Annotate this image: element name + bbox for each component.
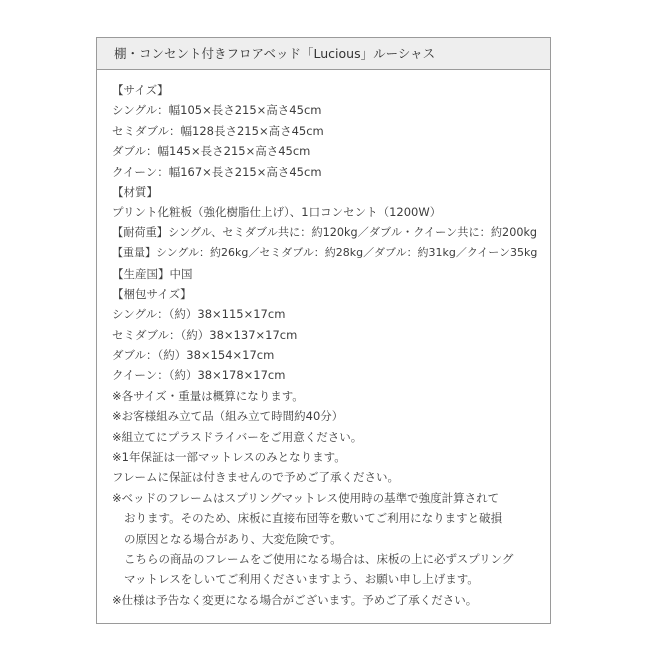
spec-line: 【サイズ】 [112, 83, 169, 97]
spec-line: ※組立てにプラスドライバーをご用意ください。 [112, 429, 363, 444]
spec-line: ※ベッドのフレームはスプリングマットレス使用時の基準で強度計算されて [112, 490, 500, 505]
spec-line: ダブル：幅145×長さ215×高さ45cm [112, 144, 311, 159]
spec-line: シングル：幅105×長さ215×高さ45cm [112, 103, 322, 118]
spec-line: ダブル：（約）38×154×17cm [112, 348, 275, 363]
product-title: 棚・コンセント付きフロアベッド「Lucious」ルーシャス [114, 46, 436, 61]
spec-line: 【生産国】中国 [112, 266, 193, 281]
spec-line: クイーン：（約）38×178×17cm [112, 368, 286, 383]
spec-line: ※1年保証は一部マットレスのみとなります。 [112, 450, 346, 465]
spec-line: シングル：（約）38×115×17cm [112, 307, 286, 322]
spec-line: 【耐荷重】シングル、セミダブル共に：約120kg／ダブル・クイーン共に：約200kg [112, 225, 538, 239]
spec-line: セミダブル：幅128長さ215×高さ45cm [112, 123, 324, 138]
card-header [97, 38, 550, 70]
spec-list [112, 80, 546, 610]
spec-line: セミダブル：（約）38×137×17cm [112, 327, 298, 342]
spec-line: こちらの商品のフレームをご使用になる場合は、床板の上に必ずスプリング [124, 551, 514, 566]
spec-line: プリント化粧板（強化樹脂仕上げ）、1口コンセント（1200W） [112, 205, 442, 220]
spec-line: おります。そのため、床板に直接布団等を敷いてご利用になりますと破損 [124, 511, 503, 526]
spec-line: ※お客様組み立て品（組み立て時間約40分） [112, 409, 344, 424]
spec-line: 【重量】シングル：約26kg／セミダブル：約28kg／ダブル：約31kg／クイーン35kg [112, 246, 538, 260]
spec-line: ※仕様は予告なく変更になる場合がございます。予めご了承ください。 [112, 592, 478, 607]
spec-line: マットレスをしいてご利用くださいますよう、お願い申し上げます。 [124, 572, 479, 587]
spec-card [96, 37, 551, 624]
spec-line: の原因となる場合があり、大変危険です。 [124, 531, 342, 546]
spec-line: 【材質】 [112, 184, 158, 199]
spec-line: フレームに保証は付きませんので予めご了承ください。 [112, 470, 400, 485]
spec-line: 【梱包サイズ】 [112, 286, 192, 301]
spec-line: クイーン：幅167×長さ215×高さ45cm [112, 164, 322, 179]
spec-line: ※各サイズ・重量は概算になります。 [112, 388, 304, 403]
